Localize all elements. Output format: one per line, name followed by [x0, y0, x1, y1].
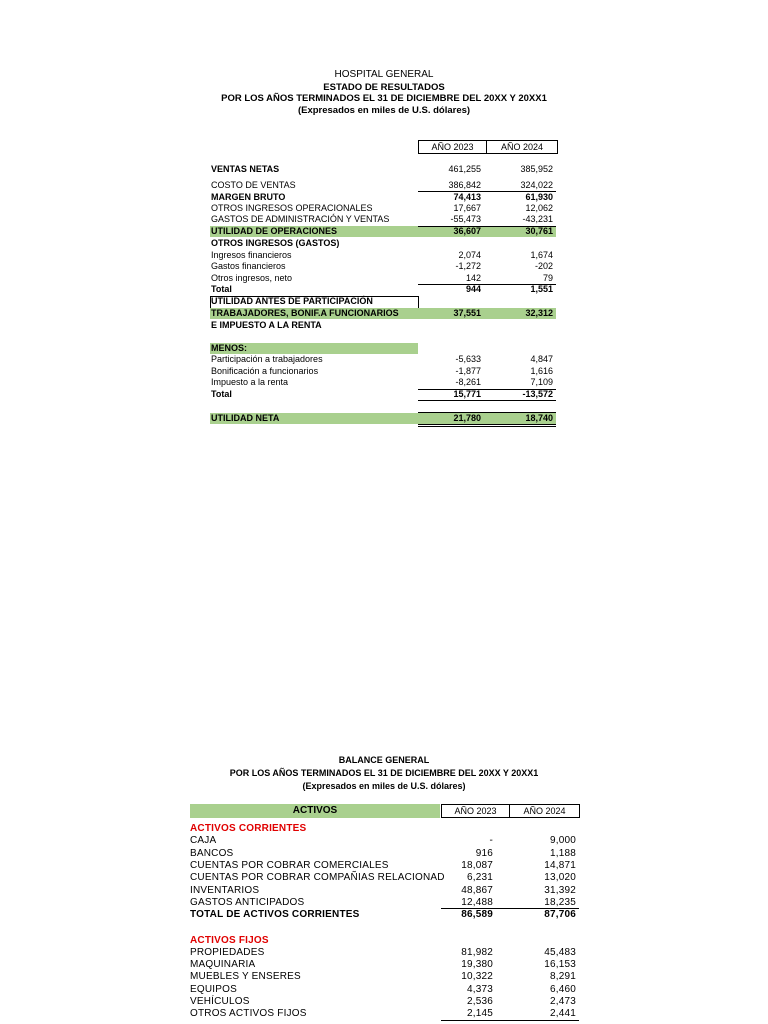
underline — [441, 1020, 579, 1021]
row-otros-activos-fijos: OTROS ACTIVOS FIJOS 2,145 2,441 — [190, 1008, 576, 1019]
balance-units: (Expresados en miles de U.S. dólares) — [302, 781, 466, 791]
balance-title: BALANCE GENERAL — [338, 755, 430, 765]
column-header-2023: AÑO 2023 — [418, 140, 487, 154]
double-underline — [418, 424, 556, 425]
underline — [418, 226, 556, 227]
row-impuesto-renta: Impuesto a la renta -8,261 7,109 — [211, 377, 553, 387]
row-inventarios: INVENTARIOS 48,867 31,392 — [190, 885, 576, 896]
row-total-activos-corrientes: TOTAL DE ACTIVOS CORRIENTES 86,589 87,706 — [190, 909, 576, 920]
row-costo-ventas: COSTO DE VENTAS 386,842 324,022 — [211, 180, 553, 190]
balance-column-2024: AÑO 2024 — [509, 804, 580, 818]
company-name: HOSPITAL GENERAL — [334, 69, 434, 80]
row-otros-ingresos-neto: Otros ingresos, neto 142 79 — [211, 273, 553, 283]
row-utilidad-antes-participacion: UTILIDAD ANTES DE PARTICIPACIÓN — [211, 296, 373, 306]
row-margen-bruto: MARGEN BRUTO 74,413 61,930 — [211, 192, 553, 202]
row-trabajadores-bonif: TRABAJADORES, BONIF.A FUNCIONARIOS 37,551 32,312 — [210, 308, 556, 319]
row-menos: MENOS: — [210, 343, 418, 354]
section-activos-corrientes: ACTIVOS CORRIENTES — [190, 823, 307, 834]
row-muebles-enseres: MUEBLES Y ENSERES 10,322 8,291 — [190, 971, 576, 982]
row-equipos: EQUIPOS 4,373 6,460 — [190, 984, 576, 995]
row-bancos: BANCOS 916 1,188 — [190, 848, 576, 859]
statement-units: (Expresados en miles de U.S. dólares) — [297, 105, 471, 116]
row-gastos-administracion: GASTOS DE ADMINISTRACIÓN Y VENTAS -55,473 -43,231 — [211, 214, 553, 224]
double-underline — [418, 426, 556, 427]
column-header-2024: AÑO 2024 — [486, 140, 558, 154]
row-total-otros: Total 944 1,551 — [211, 284, 553, 294]
activos-header: ACTIVOS — [190, 804, 440, 818]
row-utilidad-operaciones: UTILIDAD DE OPERACIONES 36,607 30,761 — [210, 226, 556, 237]
row-participacion-trabajadores: Participación a trabajadores -5,633 4,847 — [211, 354, 553, 364]
row-vehiculos: VEHÍCULOS 2,536 2,473 — [190, 996, 576, 1007]
row-total-menos: Total 15,771 -13,572 — [211, 389, 553, 399]
statement-period: POR LOS AÑOS TERMINADOS EL 31 DE DICIEMBRE DEL 20XX Y 20XX1 — [221, 93, 547, 104]
row-otros-ingresos-operacionales: OTROS INGRESOS OPERACIONALES 17,667 12,062 — [211, 203, 553, 213]
row-cuentas-cobrar-relacionadas: CUENTAS POR COBRAR COMPAÑIAS RELACIONAD 6,231 13,020 — [190, 872, 576, 883]
row-maquinaria: MAQUINARIA 19,380 16,153 — [190, 959, 576, 970]
balance-period: POR LOS AÑOS TERMINADOS EL 31 DE DICIEMBRE DEL 20XX Y 20XX1 — [229, 768, 539, 778]
row-utilidad-neta: UTILIDAD NETA 21,780 18,740 — [210, 413, 556, 424]
balance-column-2023: AÑO 2023 — [441, 804, 510, 818]
section-activos-fijos: ACTIVOS FIJOS — [190, 935, 269, 946]
row-impuesto-renta-label: E IMPUESTO A LA RENTA — [211, 320, 322, 330]
row-gastos-anticipados: GASTOS ANTICIPADOS 12,488 18,235 — [190, 897, 576, 908]
statement-title: ESTADO DE RESULTADOS — [323, 82, 445, 93]
row-ingresos-financieros: Ingresos financieros 2,074 1,674 — [211, 250, 553, 260]
row-caja: CAJA - 9,000 — [190, 835, 576, 846]
row-bonificacion-funcionarios: Bonificación a funcionarios -1,877 1,616 — [211, 366, 553, 376]
row-propiedades: PROPIEDADES 81,982 45,483 — [190, 947, 576, 958]
row-gastos-financieros: Gastos financieros -1,272 -202 — [211, 261, 553, 271]
row-ventas-netas: VENTAS NETAS 461,255 385,952 — [211, 164, 553, 174]
row-otros-ingresos-gastos: OTROS INGRESOS (GASTOS) — [211, 238, 340, 248]
row-cuentas-cobrar-comerciales: CUENTAS POR COBRAR COMERCIALES 18,087 14,871 — [190, 860, 576, 871]
underline — [418, 400, 556, 401]
